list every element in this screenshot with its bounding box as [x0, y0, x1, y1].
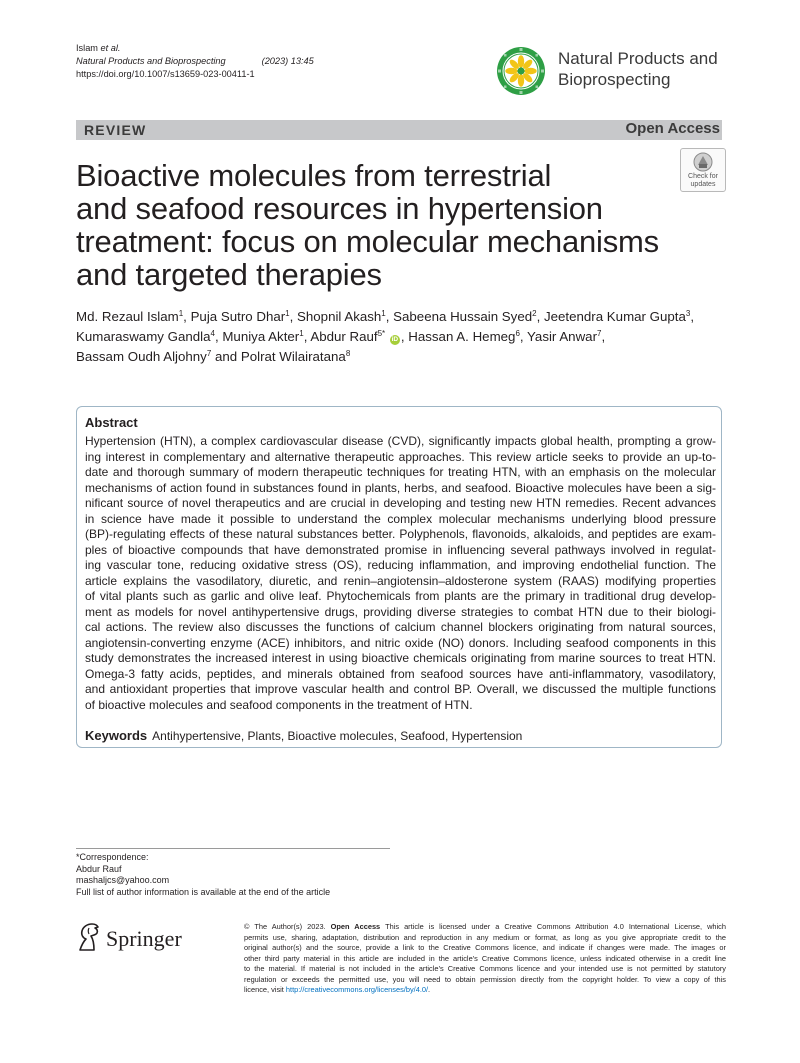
keywords-list: Antihypertensive, Plants, Bioactive molecules, Seafood, Hypertension [152, 729, 523, 743]
correspondence-name: Abdur Rauf [76, 863, 122, 874]
doi-link[interactable]: https://doi.org/10.1007/s13659-023-00411-1 [76, 69, 255, 79]
author-affiliation: 4 [210, 329, 215, 338]
abstract-line: Hypertension (HTN), a complex cardiovascular disease (CVD), significantly impacts global health, prompting a grow- [85, 434, 716, 448]
author-name[interactable]: Md. Rezaul Islam [76, 309, 179, 324]
abstract-line: of vital plants such as garlic and olive leaf. Phytochemicals from plants are the primary in traditional drug develop- [85, 589, 716, 603]
abstract-line: mechanisms of action found in substances found in plants, herbs, and seafood. Bioactive molecules have been a sig- [85, 480, 716, 495]
author-name[interactable]: Shopnil Akash [297, 309, 382, 324]
abstract-line: (BP)-regulating effects of these natural substances better. Polyphenols, flavonoids, alkaloids, and peptides are exam- [85, 527, 716, 541]
license-line [244, 985, 726, 996]
author-name[interactable]: Hassan A. Hemeg [408, 329, 516, 344]
license-copyright: © The Author(s) 2023. [244, 922, 326, 931]
abstract-line: article explains the vasodilatory, diuretic, and renin–angiotensin–aldosterone system (RAAS) modifying properties [85, 573, 716, 588]
author-name[interactable]: Bassam Oudh Aljohny [76, 349, 207, 364]
author-affiliation: 1 [285, 309, 290, 318]
author-name[interactable]: Jeetendra Kumar Gupta [543, 309, 686, 324]
article-type-label: REVIEW [84, 122, 147, 138]
abstract-line: ples of bioactive compounds that have demonstrated promise in influencing several pathways involved in regulat- [85, 542, 716, 557]
article-title [76, 159, 676, 291]
springer-wordmark: Springer [106, 926, 182, 951]
abstract-line: cal actions. The review also discusses the functions of calcium channel blockers originating from natural sources, [85, 620, 716, 634]
title-line: and targeted therapies [76, 257, 382, 292]
title-line: Bioactive molecules from terrestrial [76, 158, 552, 193]
correspondence-note: Full list of author information is available at the end of the article [76, 886, 331, 897]
springer-horse-icon [76, 922, 102, 952]
year-volume: (2023) 13:45 [261, 56, 314, 66]
author-affiliation: 3 [685, 309, 691, 318]
title-line: treatment: focus on molecular mechanisms [76, 224, 659, 259]
author-affiliation: 1 [299, 329, 304, 338]
abstract-line: ment as models for novel antihypertensive drugs, providing diverse strategies to combat HTN due to their biologi- [85, 604, 716, 619]
author-short: Islam [76, 43, 98, 53]
title-line: and seafood resources in hypertension [76, 191, 603, 226]
journal-name-logo [558, 48, 718, 90]
author-affiliation: 7 [597, 329, 602, 338]
open-access-label: Open Access [625, 120, 720, 137]
author-list: Md. Rezaul Islam$^1$, Puja Sutro Dhar$^1$, Shopnil Akash$^1$, Sabeena Hussain Syed$^2$, Jeetendra Kumar Gupta$^3$, Kumaraswamy Gandla$^4$, Muniya Akter$^1$, Abdur Rauf$^{5*}$ iD , Hassan A. Hemeg$^6$, Yasir Anwar$^7$, Bassam Oudh Aljohny$^7$ and Polrat Wilairatana$^8$ [76, 309, 695, 364]
correspondence-label: *Correspondence: [76, 852, 149, 862]
abstract-line: angiotensin-converting enzyme (ACE) inhibitors, and nitric oxide (NO) donors. Including seafood components in this [85, 635, 716, 650]
abstract-body [85, 434, 716, 713]
author-name[interactable]: Polrat Wilairatana [240, 349, 346, 364]
license-line: other third party material in this article are included in the article’s Creative Commons licence, unless indicated otherwise in a credit line [244, 953, 726, 963]
author-affiliation: 6 [515, 329, 520, 338]
license-line: regulation or exceeds the permitted use, you will need to obtain permission directly from the copyright holder. To view a copy of this [244, 974, 726, 984]
abstract-line: ing vascular tone, reducing oxidative stress (OS), reducing inflammation, and improving endothelial function. The [85, 558, 716, 572]
abstract-line: ing interest in complementary and alternative therapeutic approaches. This review article seeks to provide an up-to- [85, 449, 716, 464]
author-name[interactable]: Kumaraswamy Gandla [76, 329, 211, 344]
license-link[interactable]: http://creativecommons.org/licenses/by/4.0/ [285, 985, 429, 994]
abstract-line: study demonstrates the increased interest in using bioactive chemicals originating from marine sources to treat HTN. [85, 651, 716, 665]
journal-logo-line1: Natural Products and [558, 49, 718, 68]
abstract-line: Omega-3 fatty acids, peptides, and minerals obtained from seafood sources have anti-inflammatory, vasodilatory, [85, 666, 716, 681]
authors-and: and [214, 349, 238, 364]
abstract-line: in science have made it possible to understand the complex molecular mechanisms underlying blood pressure [85, 511, 716, 526]
license-line1-rest: This article is licensed under a Creative Commons Attribution 4.0 International License, which [385, 922, 726, 931]
license-line: original author(s) and the source, provide a link to the Creative Commons licence, and indicate if changes were made. The images or [244, 943, 726, 952]
check-updates-icon [692, 152, 714, 172]
journal-logo-line2: Bioprospecting [558, 70, 671, 89]
orcid-icon[interactable]: iD [391, 336, 399, 343]
abstract-line: date and thorough summary of modern therapeutic techniques for treating HTN, with an emphasis on the molecular [85, 465, 716, 479]
author-etal: et al. [100, 43, 121, 53]
license-line: permits use, sharing, adaptation, distribution and reproduction in any medium or format, as long as you give appropriate credit to the [244, 932, 726, 942]
abstract-line: of bioactive molecules and seafood components in the treatment of HTN. [85, 697, 473, 712]
author-affiliation: 2 [532, 309, 537, 318]
author-affiliation: 8 [345, 349, 351, 358]
author-affiliation: 1 [178, 309, 184, 318]
footnote-divider [76, 848, 390, 849]
license-line [244, 922, 726, 933]
license-line: to the material. If material is not included in the article’s Creative Commons licence and your intended use is not permitted by statutory [244, 964, 726, 973]
license-text [244, 922, 726, 996]
citation-header [76, 42, 314, 81]
author-name[interactable]: Muniya Akter [222, 329, 300, 344]
license-last-suffix: . [428, 985, 431, 994]
journal-logo-icon [496, 46, 546, 96]
check-for-updates-button[interactable] [680, 148, 726, 192]
author-affiliation: 7 [206, 349, 212, 358]
correspondence-email[interactable]: mashaljcs@yahoo.com [76, 875, 170, 885]
keywords-label: Keywords [85, 728, 148, 743]
abstract-line: and antioxidant properties that improve vascular health and control BP. Overall, we discussed the multiple functions [85, 682, 716, 696]
abstract-line: nificant source of novel therapeutics and are crucial in developing and testing new HTN remedies. Recent advances [85, 496, 716, 510]
check-updates-line1: Check for [688, 173, 718, 180]
abstract-heading: Abstract [85, 415, 138, 430]
author-name[interactable]: Puja Sutro Dhar [190, 309, 286, 324]
author-name[interactable]: Sabeena Hussain Syed [393, 309, 533, 324]
check-updates-line2: updates [690, 181, 716, 188]
author-name[interactable]: Yasir Anwar [527, 329, 598, 344]
author-affiliation: 5* [377, 329, 386, 338]
license-open-access: Open Access [330, 922, 381, 931]
author-affiliation: 1 [381, 309, 386, 318]
license-last-prefix: licence, visit [244, 985, 284, 994]
keywords [85, 728, 522, 744]
author-name[interactable]: Abdur Rauf [310, 329, 378, 344]
journal-name-cite: Natural Products and Bioprospecting [76, 56, 226, 66]
correspondence [76, 852, 330, 898]
